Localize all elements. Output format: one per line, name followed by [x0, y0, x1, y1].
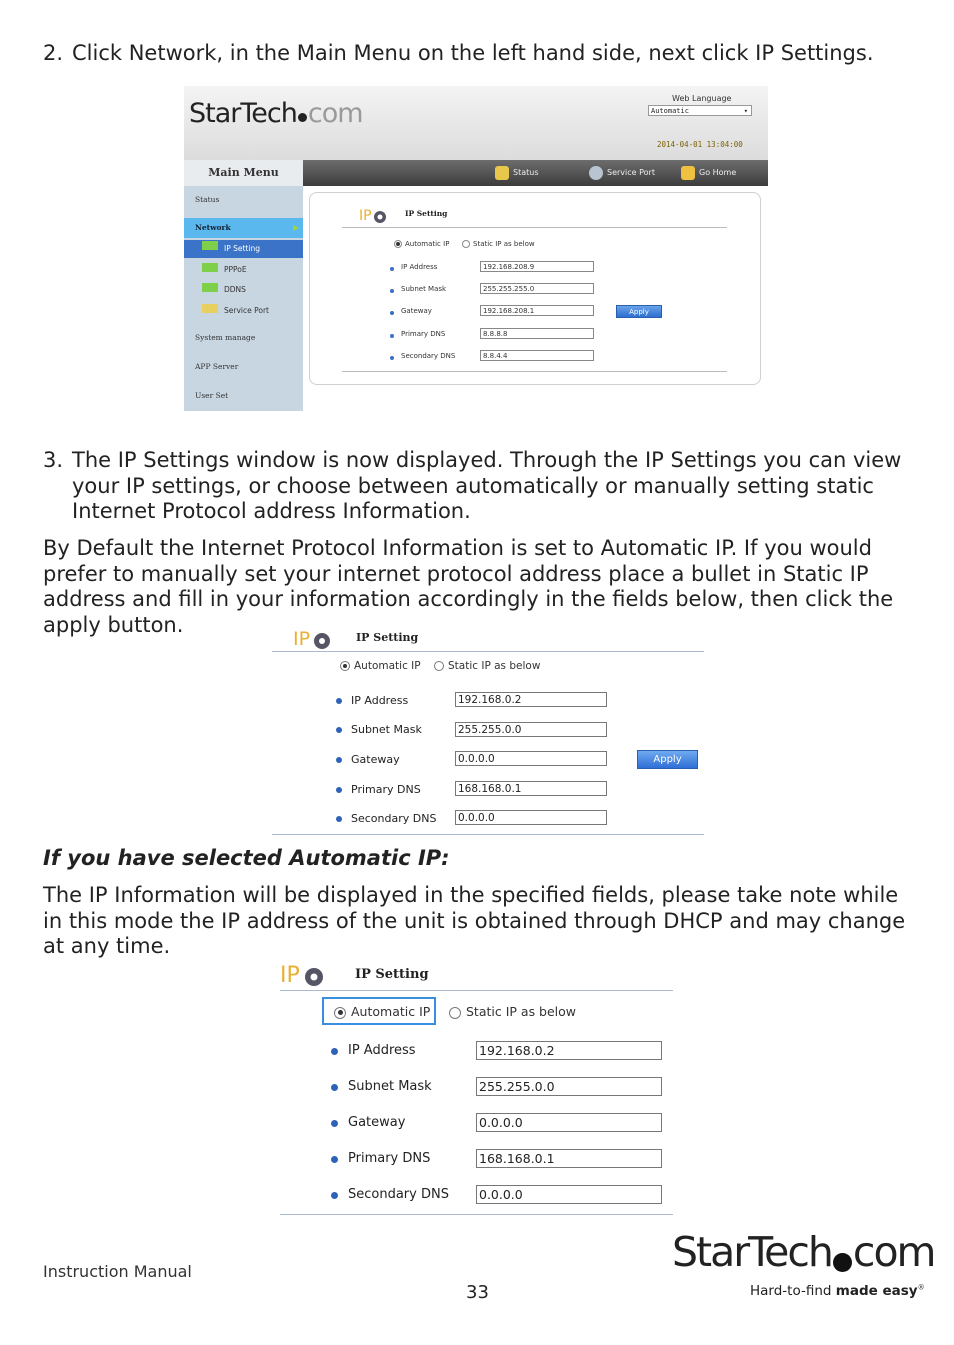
- subnet-mask-input[interactable]: 255.255.255.0: [480, 283, 594, 294]
- automatic-ip-radio[interactable]: Automatic IP: [394, 240, 449, 248]
- divider: [280, 990, 673, 991]
- go-home-button[interactable]: Go Home: [681, 162, 736, 184]
- status-icon: [495, 166, 509, 180]
- sidebar-subitem-service-port[interactable]: Service Port: [184, 303, 303, 319]
- secondary-dns-label: Secondary DNS: [401, 352, 456, 360]
- gateway-label: Gateway: [348, 1115, 406, 1130]
- subnet-mask-input[interactable]: 255.255.0.0: [476, 1077, 662, 1096]
- bullet-icon: [390, 311, 394, 315]
- ip-address-label: IP Address: [401, 263, 438, 271]
- ip-address-input[interactable]: 192.168.208.9: [480, 261, 594, 272]
- arrow-right-icon: ▶: [293, 223, 299, 232]
- apply-button[interactable]: Apply: [637, 750, 698, 769]
- ip-setting-automatic-screenshot: [280, 960, 673, 1216]
- secondary-dns-input[interactable]: 8.8.4.4: [480, 350, 594, 361]
- secondary-dns-input[interactable]: 0.0.0.0: [476, 1185, 662, 1204]
- apply-button[interactable]: Apply: [616, 305, 662, 318]
- ip-address-label: IP Address: [351, 694, 409, 707]
- bullet-icon: [331, 1048, 338, 1055]
- status-button[interactable]: Status: [495, 162, 539, 184]
- divider: [342, 227, 727, 228]
- primary-dns-label: Primary DNS: [351, 783, 421, 796]
- page-number: 33: [466, 1282, 489, 1303]
- ddns-icon: [202, 283, 218, 292]
- secondary-dns-label: Secondary DNS: [348, 1187, 449, 1202]
- panel-title: IP Setting: [405, 209, 448, 218]
- bullet-icon: [336, 787, 342, 793]
- bullet-icon: [390, 334, 394, 338]
- ip-setting-panel: [309, 192, 761, 385]
- step-text: The IP Settings window is now displayed. Through the IP Settings you can view your IP settings, or choose between automatically or manually setting static Internet Protocol address Information.: [72, 448, 902, 523]
- web-ui-screenshot: [184, 86, 768, 411]
- step-number: 3.: [43, 448, 64, 472]
- web-language-select[interactable]: Automatic ▾: [648, 105, 752, 116]
- primary-dns-label: Primary DNS: [348, 1151, 431, 1166]
- static-ip-radio[interactable]: Static IP as below: [434, 660, 540, 672]
- ip-address-input[interactable]: 192.168.0.2: [455, 692, 607, 707]
- ip-address-input[interactable]: 192.168.0.2: [476, 1041, 662, 1060]
- automatic-ip-heading: If you have selected Automatic IP:: [43, 846, 450, 870]
- secondary-dns-label: Secondary DNS: [351, 812, 437, 825]
- ip-icon: [202, 241, 218, 250]
- datetime: 2014-04-01 13:04:00: [657, 140, 743, 149]
- subnet-mask-label: Subnet Mask: [351, 723, 422, 736]
- gateway-label: Gateway: [351, 753, 400, 766]
- subnet-mask-input[interactable]: 255.255.0.0: [455, 722, 607, 737]
- home-icon: [681, 166, 695, 180]
- svg-text:IP: IP: [359, 208, 372, 224]
- automatic-ip-radio[interactable]: Automatic IP: [340, 660, 421, 672]
- ip-address-label: IP Address: [348, 1043, 416, 1058]
- automatic-ip-paragraph: The IP Information will be displayed in the specified fields, please take note while in this mode the IP address of the unit is obtained through DHCP and may change at any time.: [43, 883, 906, 958]
- dropdown-arrow-icon: ▾: [743, 107, 748, 115]
- bullet-icon: [331, 1084, 338, 1091]
- primary-dns-input[interactable]: 168.168.0.1: [455, 781, 607, 796]
- gateway-input[interactable]: 0.0.0.0: [455, 751, 607, 766]
- bullet-icon: [336, 727, 342, 733]
- service-port-button[interactable]: Service Port: [589, 162, 655, 184]
- bullet-icon: [336, 698, 342, 704]
- sidebar-subitem-ip-setting[interactable]: IP Setting: [184, 240, 303, 258]
- bullet-icon: [336, 816, 342, 822]
- sidebar-item-system-manage[interactable]: System manage: [195, 333, 256, 342]
- bullet-icon: [390, 356, 394, 360]
- bullet-icon: [390, 267, 394, 271]
- sidebar-item-user-set[interactable]: User Set: [195, 391, 229, 400]
- web-language-label: Web Language: [672, 94, 732, 103]
- secondary-dns-input[interactable]: 0.0.0.0: [455, 810, 607, 825]
- gateway-input[interactable]: 192.168.208.1: [480, 305, 594, 316]
- divider: [272, 651, 704, 652]
- sidebar-item-network[interactable]: Network ▶: [184, 218, 303, 238]
- ip-setting-screenshot: [272, 626, 704, 836]
- automatic-ip-radio[interactable]: Automatic IP: [334, 1004, 430, 1019]
- static-ip-radio[interactable]: Static IP as below: [449, 1004, 576, 1019]
- divider: [272, 834, 704, 835]
- bullet-icon: [331, 1120, 338, 1127]
- primary-dns-input[interactable]: 168.168.0.1: [476, 1149, 662, 1168]
- brand-tagline: Hard-to-find made easy®: [750, 1283, 925, 1299]
- startech-logo: StarTech com: [189, 98, 363, 129]
- bullet-icon: [336, 757, 342, 763]
- sidebar-subitem-pppoe[interactable]: PPPoE: [184, 262, 303, 278]
- primary-dns-input[interactable]: 8.8.8.8: [480, 328, 594, 339]
- service-port-icon: [202, 304, 218, 313]
- gateway-input[interactable]: 0.0.0.0: [476, 1113, 662, 1132]
- sidebar-subitem-ddns[interactable]: DDNS: [184, 282, 303, 298]
- step-text: Click Network, in the Main Menu on the left hand side, next click IP Settings.: [72, 41, 874, 65]
- ip-gear-icon: [293, 626, 333, 652]
- subnet-mask-label: Subnet Mask: [401, 285, 447, 293]
- main-menu-title: Main Menu: [184, 160, 303, 186]
- subnet-mask-label: Subnet Mask: [348, 1079, 432, 1094]
- ip-gear-icon: [359, 206, 387, 224]
- instruction-manual-label: Instruction Manual: [43, 1262, 192, 1281]
- pppoe-icon: [202, 263, 218, 272]
- panel-title: IP Setting: [355, 967, 429, 982]
- step-number: 2.: [43, 41, 64, 65]
- divider: [342, 371, 727, 372]
- gear-icon: [589, 166, 603, 180]
- gateway-label: Gateway: [401, 307, 432, 315]
- sidebar-item-app-server[interactable]: APP Server: [195, 362, 239, 371]
- bullet-icon: [390, 289, 394, 293]
- bullet-icon: [331, 1156, 338, 1163]
- divider: [280, 1214, 673, 1215]
- primary-dns-label: Primary DNS: [401, 330, 446, 338]
- sidebar-item-status[interactable]: Status: [195, 195, 220, 204]
- static-ip-radio[interactable]: Static IP as below: [462, 240, 535, 248]
- ip-gear-icon: [280, 960, 326, 990]
- bullet-icon: [331, 1192, 338, 1199]
- svg-text:IP: IP: [280, 963, 300, 988]
- default-paragraph: By Default the Internet Protocol Information is set to Automatic IP. If you would prefer to manually set your internet protocol address place a bullet in Static IP address and fill in your information accordingly in the fields below, then click the apply button.: [43, 536, 894, 637]
- svg-text:IP: IP: [293, 628, 311, 650]
- startech-brand-logo: StarTech com: [672, 1228, 935, 1276]
- panel-title: IP Setting: [356, 631, 419, 644]
